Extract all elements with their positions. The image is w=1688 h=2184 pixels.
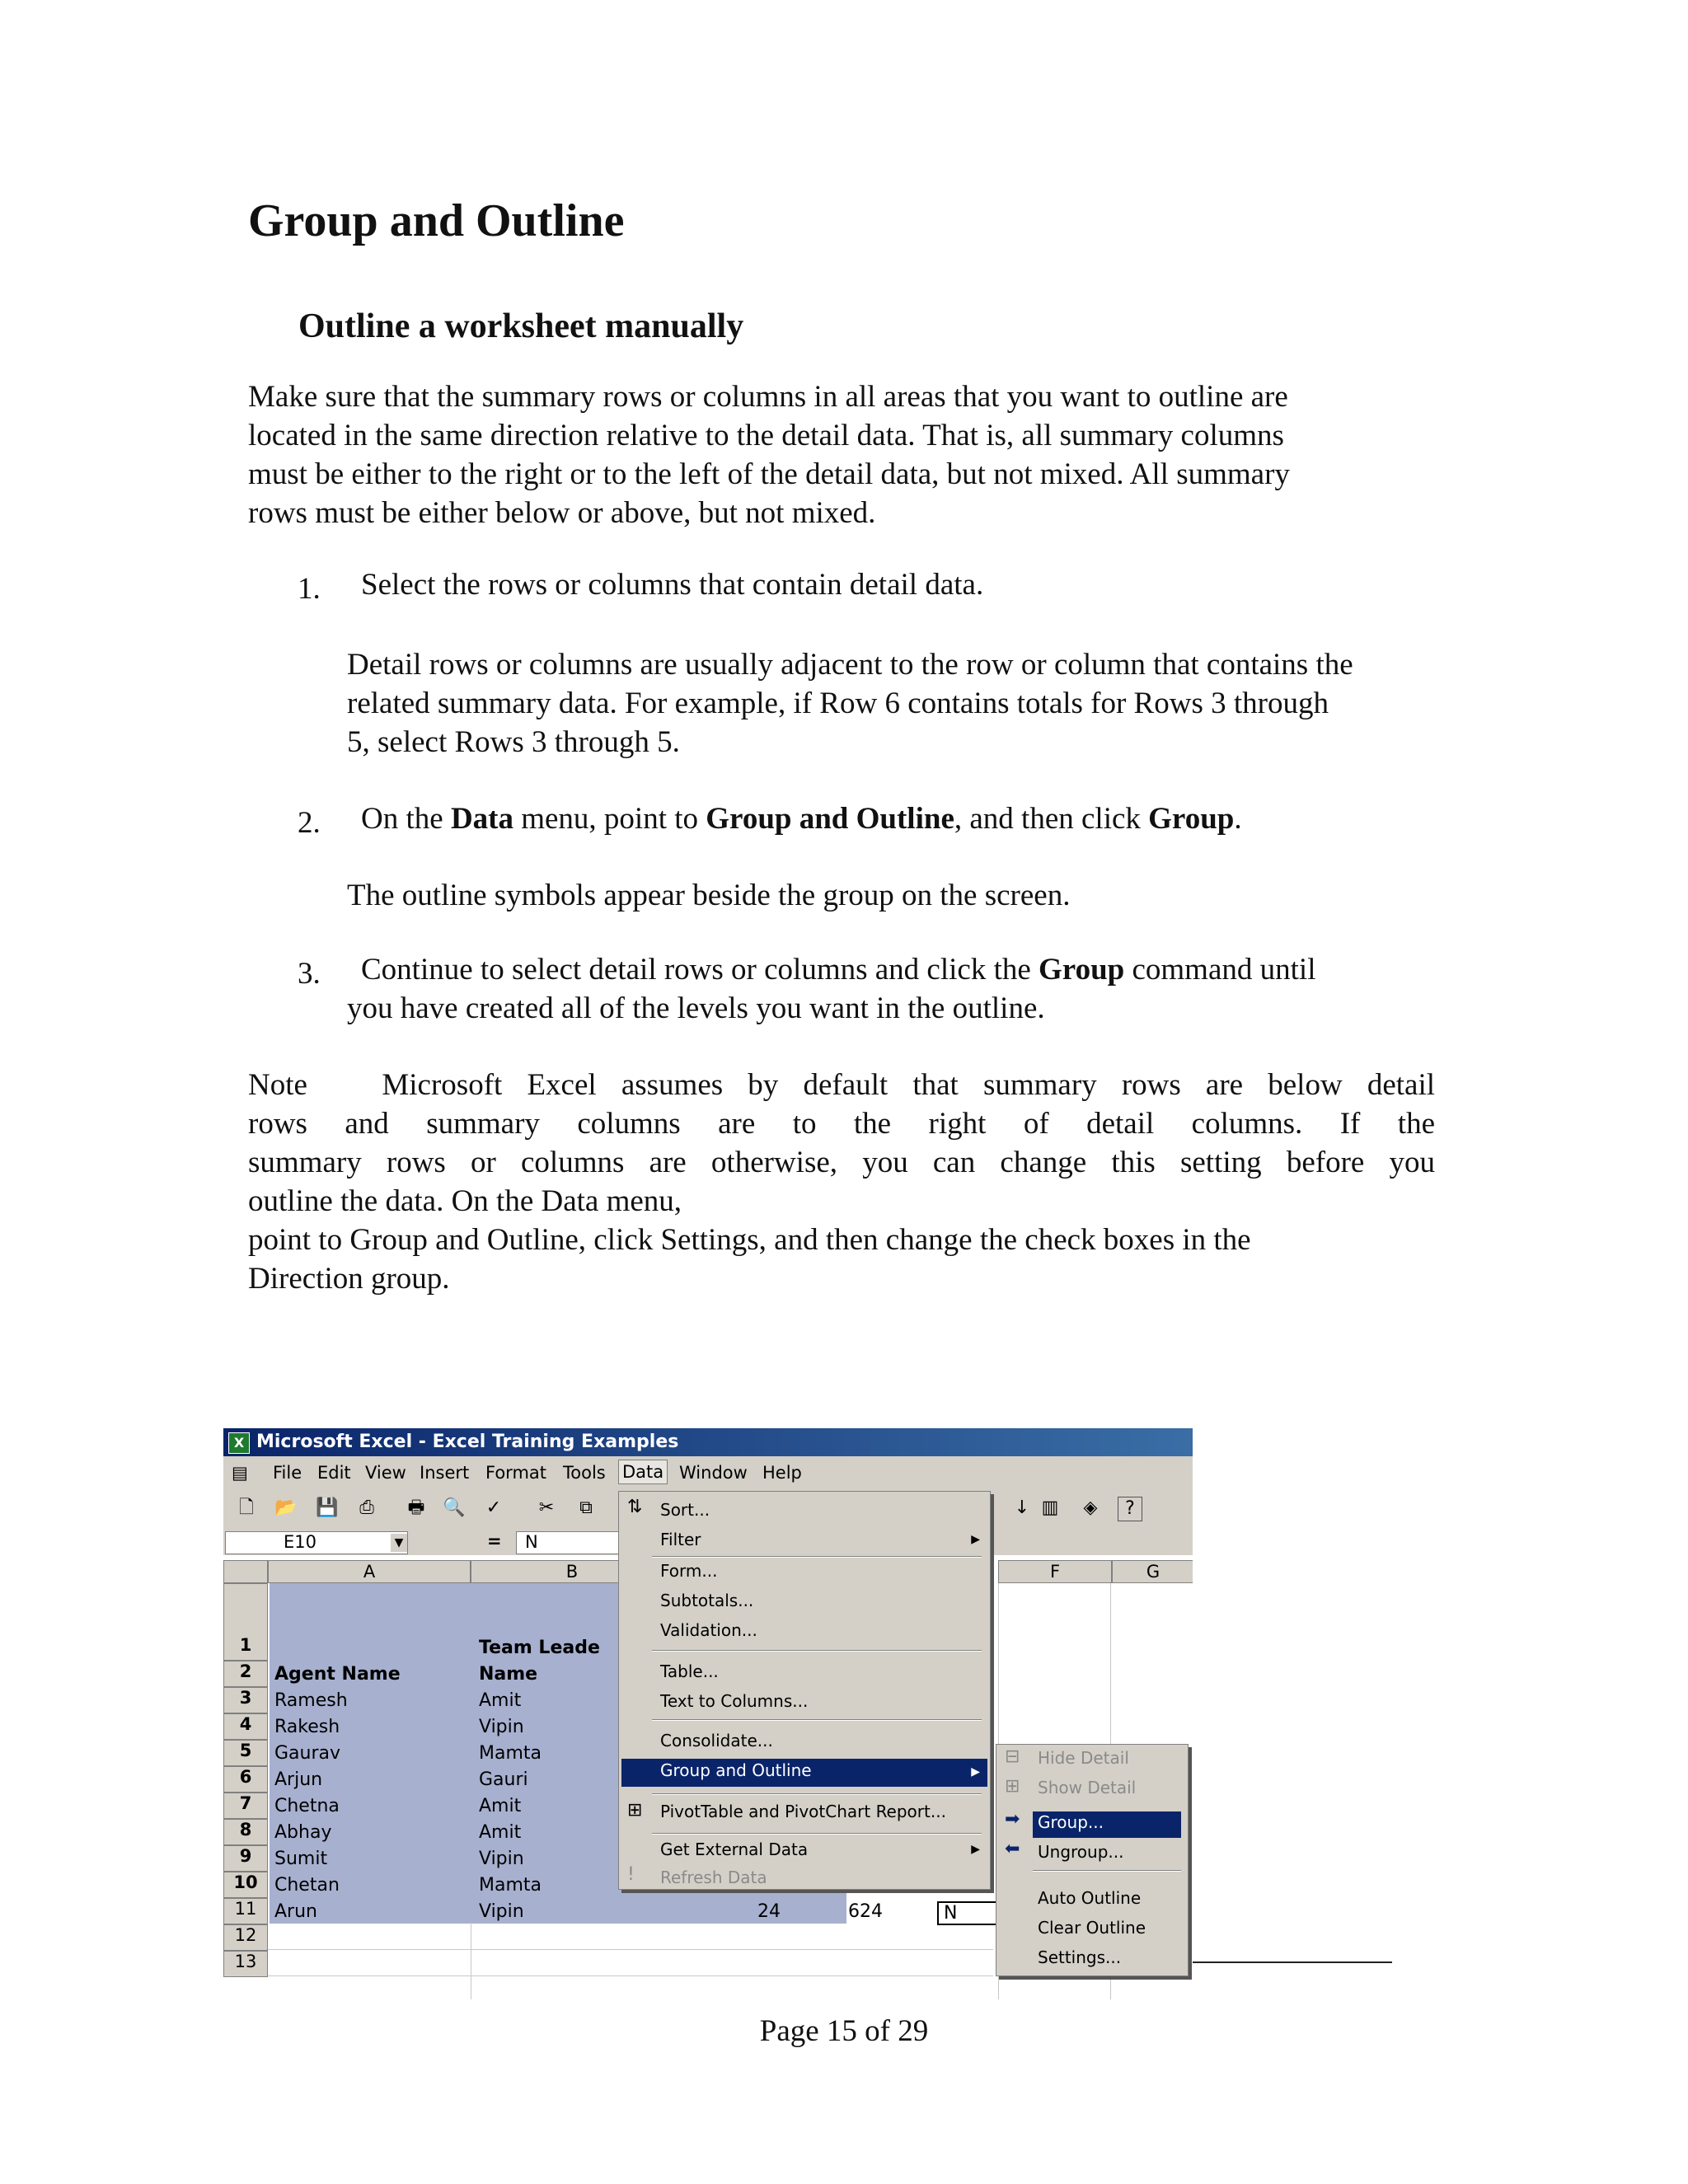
cell-leader[interactable]: Mamta — [479, 1875, 542, 1896]
hide-detail-icon: ⊟ — [1005, 1746, 1020, 1767]
cell-header-team-leader[interactable]: Team Leade — [479, 1638, 600, 1658]
column-header-g[interactable]: G — [1112, 1560, 1193, 1583]
sort-ascending-icon: ⇅ — [627, 1497, 643, 1517]
column-header-f[interactable]: F — [998, 1560, 1112, 1583]
chart-wizard-icon[interactable]: ▥ — [1041, 1497, 1059, 1518]
sort-icon[interactable]: ↓ — [1014, 1497, 1030, 1518]
menu-insert[interactable]: Insert — [420, 1463, 470, 1483]
note-line: Direction group. — [248, 1262, 450, 1296]
menu-item-get-external-data[interactable]: Get External Data — [660, 1840, 809, 1859]
menu-separator — [652, 1719, 982, 1721]
workbook-icon: ▤ — [232, 1463, 248, 1483]
row-header[interactable]: 9 — [223, 1845, 268, 1872]
row-header[interactable]: 6 — [223, 1766, 268, 1793]
submenu-arrow-icon: ▶ — [971, 1765, 980, 1779]
new-icon[interactable]: 🗋 — [239, 1497, 254, 1518]
menu-item-refresh-data: Refresh Data — [660, 1868, 767, 1887]
save-icon[interactable]: 💾 — [316, 1497, 339, 1518]
step-3-number: 3. — [298, 957, 321, 991]
menu-item-text-to-columns[interactable]: Text to Columns... — [660, 1691, 809, 1711]
select-all-corner[interactable] — [223, 1560, 268, 1583]
column-header-b[interactable]: B — [471, 1560, 673, 1583]
step-1-number: 1. — [298, 572, 321, 606]
menu-file[interactable]: File — [273, 1463, 302, 1483]
page-title: Group and Outline — [248, 195, 625, 246]
step-1-detail-line: Detail rows or columns are usually adjacent to the row or column that contains the — [347, 648, 1353, 682]
submenu-item-hide-detail: Hide Detail — [1038, 1748, 1129, 1768]
cell-value[interactable]: 624 — [848, 1901, 883, 1922]
intro-line: must be either to the right or to the left of the detail data, but not mixed. All summary — [248, 457, 1290, 491]
note-line: rows and summary columns are to the right of detail columns. If the — [248, 1107, 1435, 1141]
menu-separator — [652, 1833, 982, 1835]
formula-input[interactable]: N — [516, 1531, 847, 1554]
footer-rule — [1193, 1961, 1392, 1963]
row-header[interactable]: 11 — [223, 1898, 268, 1924]
submenu-item-clear-outline[interactable]: Clear Outline — [1038, 1918, 1146, 1938]
open-icon[interactable]: 📂 — [274, 1497, 298, 1518]
cell-agent[interactable]: Rakesh — [274, 1717, 340, 1737]
cell-agent[interactable]: Chetna — [274, 1796, 340, 1816]
step-1-detail-line: 5, select Rows 3 through 5. — [347, 725, 680, 759]
cut-icon[interactable]: ✂ — [538, 1497, 555, 1518]
active-cell[interactable]: N — [937, 1901, 1003, 1925]
menu-item-filter[interactable]: Filter — [660, 1530, 701, 1549]
excel-screenshot — [223, 1428, 1193, 1999]
group-arrow-icon: ➡ — [1005, 1809, 1020, 1830]
menu-separator — [652, 1650, 982, 1652]
row-header[interactable]: 10 — [223, 1872, 268, 1898]
print-icon[interactable]: 🖶 — [407, 1497, 425, 1518]
step-2-text: On the Data menu, point to Group and Outline, and then click Group. — [361, 802, 1242, 836]
submenu-arrow-icon: ▶ — [971, 1533, 980, 1546]
note-line: summary rows or columns are otherwise, you can change this setting before you — [248, 1146, 1435, 1179]
intro-line: rows must be either below or above, but not mixed. — [248, 496, 876, 530]
step-3-text: Continue to select detail rows or columns and click the Group command until — [361, 953, 1316, 987]
drawing-icon[interactable]: ◈ — [1083, 1497, 1098, 1518]
copy-icon[interactable]: ⧉ — [579, 1497, 593, 1518]
submenu-item-group[interactable]: Group... — [1038, 1812, 1104, 1832]
step-1-detail — [347, 645, 1353, 762]
note-paragraph — [248, 1066, 1435, 1298]
row-header[interactable]: 8 — [223, 1819, 268, 1845]
window-title: Microsoft Excel - Excel Training Examples — [256, 1432, 679, 1452]
intro-paragraph — [248, 377, 1290, 532]
cell-agent[interactable]: Gaurav — [274, 1743, 341, 1764]
permission-icon[interactable]: ⎙ — [359, 1497, 374, 1518]
row-header[interactable]: 5 — [223, 1740, 268, 1766]
data-menu — [618, 1491, 991, 1890]
section-heading: Outline a worksheet manually — [298, 307, 744, 345]
cell-leader[interactable]: Amit — [479, 1690, 522, 1711]
row-header[interactable]: 13 — [223, 1951, 268, 1977]
intro-line: Make sure that the summary rows or columns in all areas that you want to outline are — [248, 380, 1288, 414]
refresh-icon: ! — [627, 1864, 635, 1885]
submenu-arrow-icon: ▶ — [971, 1843, 980, 1856]
cell-header-agent[interactable]: Agent Name — [274, 1664, 401, 1685]
chevron-down-icon[interactable]: ▼ — [391, 1534, 407, 1552]
cell-leader[interactable]: Gauri — [479, 1769, 528, 1790]
menu-data[interactable]: Data — [618, 1460, 668, 1484]
cell-leader[interactable]: Vipin — [479, 1849, 524, 1869]
step-2-detail: The outline symbols appear beside the group on the screen. — [347, 879, 1071, 912]
step-2-number: 2. — [298, 806, 321, 840]
group-outline-submenu — [996, 1744, 1189, 1976]
menu-item-sort[interactable]: Sort... — [660, 1500, 710, 1520]
menu-separator — [652, 1793, 982, 1795]
menu-format[interactable]: Format — [485, 1463, 547, 1483]
cell-agent[interactable]: Ramesh — [274, 1690, 348, 1711]
menu-item-pivot-table[interactable]: PivotTable and PivotChart Report... — [660, 1802, 946, 1821]
show-detail-icon: ⊞ — [1005, 1776, 1020, 1797]
cell-leader[interactable]: Vipin — [479, 1901, 524, 1922]
cell-agent[interactable]: Sumit — [274, 1849, 328, 1869]
excel-menu-bar — [223, 1456, 1193, 1490]
cell-leader[interactable]: Vipin — [479, 1717, 524, 1737]
cell-leader[interactable]: Amit — [479, 1822, 522, 1843]
formula-equals: = — [487, 1531, 502, 1551]
row-header[interactable]: 12 — [223, 1924, 268, 1951]
gridline — [268, 1949, 993, 1950]
submenu-item-auto-outline[interactable]: Auto Outline — [1038, 1888, 1142, 1908]
menu-view[interactable]: View — [365, 1463, 406, 1483]
menu-help[interactable]: Help — [762, 1463, 802, 1483]
row-header[interactable]: 1 — [223, 1583, 268, 1661]
menu-item-subtotals[interactable]: Subtotals... — [660, 1591, 754, 1610]
spelling-icon[interactable]: ✓ — [485, 1497, 502, 1518]
menu-window[interactable]: Window — [679, 1463, 748, 1483]
gridline — [268, 1975, 993, 1976]
help-icon[interactable]: ? — [1118, 1497, 1142, 1521]
cell-leader[interactable]: Amit — [479, 1796, 522, 1816]
cell-header-name[interactable]: Name — [479, 1664, 538, 1685]
menu-item-table[interactable]: Table... — [660, 1661, 719, 1681]
row-header[interactable]: 2 — [223, 1661, 268, 1687]
menu-item-form[interactable]: Form... — [660, 1561, 718, 1581]
column-header-a[interactable]: A — [268, 1560, 471, 1583]
intro-line: located in the same direction relative to the detail data. That is, all summary columns — [248, 419, 1284, 452]
cell-value[interactable]: 24 — [757, 1901, 781, 1922]
excel-title-bar — [223, 1428, 1193, 1456]
row-header[interactable]: 3 — [223, 1687, 268, 1713]
excel-app-icon: X — [228, 1432, 250, 1454]
submenu-item-settings[interactable]: Settings... — [1038, 1947, 1122, 1967]
note-line: Note Microsoft Excel assumes by default that summary rows are below detail — [248, 1068, 1435, 1102]
menu-item-consolidate[interactable]: Consolidate... — [660, 1731, 773, 1750]
cell-agent[interactable]: Chetan — [274, 1875, 340, 1896]
menu-item-validation[interactable]: Validation... — [660, 1620, 757, 1640]
menu-item-group-and-outline[interactable]: Group and Outline — [660, 1760, 812, 1780]
name-box[interactable]: E10 ▼ — [225, 1531, 408, 1554]
menu-edit[interactable]: Edit — [317, 1463, 351, 1483]
note-line: point to Group and Outline, click Settings, and then change the check boxes in the — [248, 1223, 1251, 1257]
submenu-item-show-detail: Show Detail — [1038, 1778, 1137, 1797]
row-header[interactable]: 4 — [223, 1713, 268, 1740]
menu-tools[interactable]: Tools — [563, 1463, 606, 1483]
step-3-text-line-2: you have created all of the levels you want in the outline. — [347, 991, 1045, 1025]
cell-agent[interactable]: Arjun — [274, 1769, 323, 1790]
cell-agent[interactable]: Arun — [274, 1901, 317, 1922]
menu-separator — [1033, 1870, 1181, 1872]
step-1-detail-line: related summary data. For example, if Row 6 contains totals for Rows 3 through — [347, 687, 1329, 720]
print-preview-icon[interactable]: 🔍 — [443, 1497, 466, 1518]
cell-leader[interactable]: Mamta — [479, 1743, 542, 1764]
submenu-item-ungroup[interactable]: Ungroup... — [1038, 1842, 1124, 1862]
menu-separator — [652, 1556, 982, 1558]
ungroup-arrow-icon: ⬅ — [1005, 1839, 1020, 1859]
cell-agent[interactable]: Abhay — [274, 1822, 332, 1843]
pivot-table-icon: ⊞ — [627, 1800, 643, 1821]
row-header[interactable]: 7 — [223, 1793, 268, 1819]
note-line: outline the data. On the Data menu, — [248, 1184, 682, 1218]
page-number: Page 15 of 29 — [759, 2014, 929, 2048]
step-1-text: Select the rows or columns that contain detail data. — [361, 568, 984, 602]
